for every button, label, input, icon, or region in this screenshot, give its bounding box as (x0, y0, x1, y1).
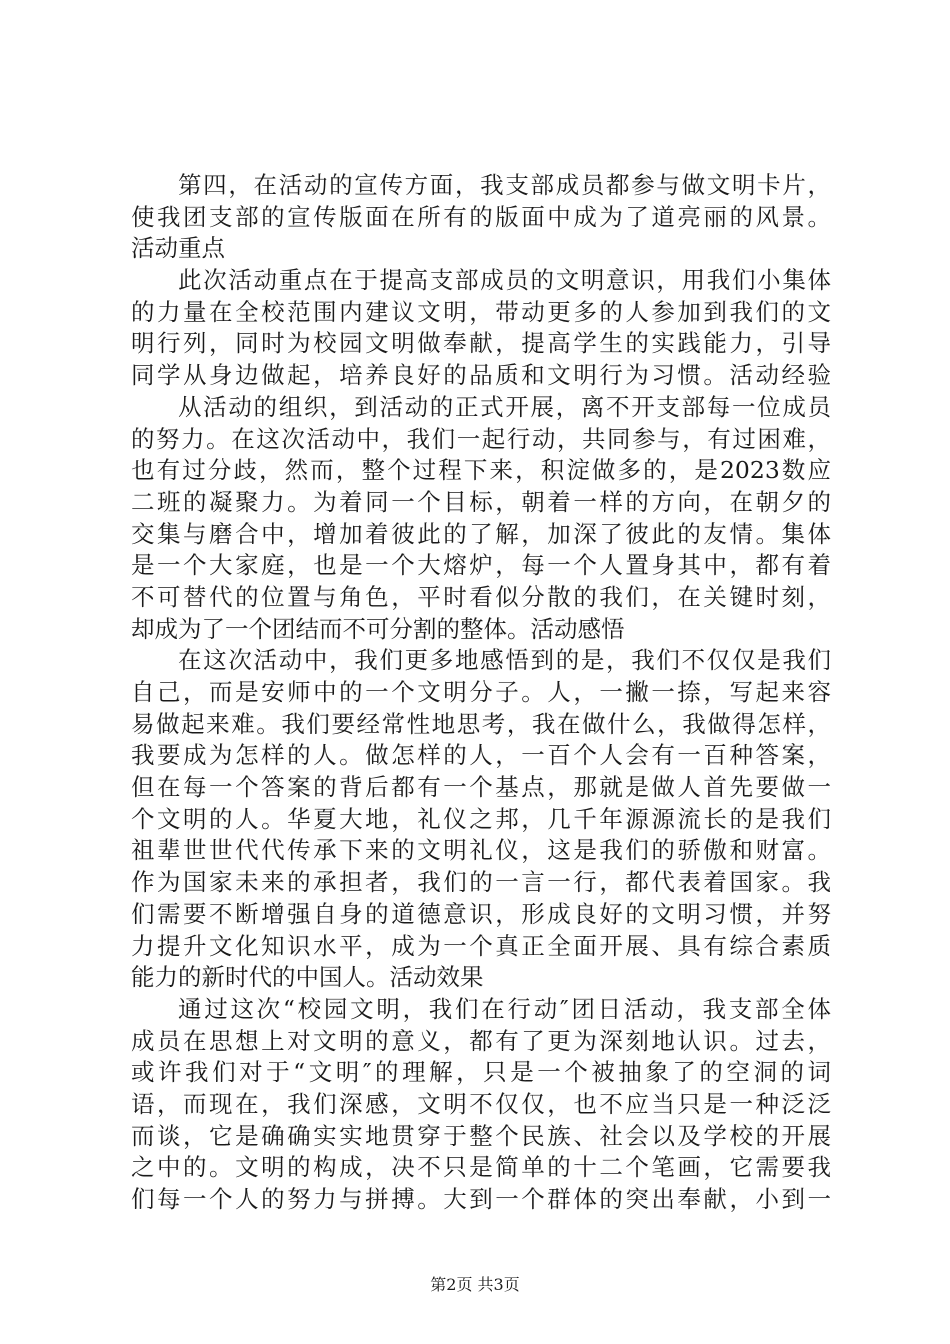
text-line: 的力量在全校范围内建议文明，带动更多的人参加到我们的文 (131, 297, 831, 326)
text-line: 语，而现在，我们深感，文明不仅仅，也不应当只是一种泛泛 (131, 1089, 831, 1118)
text-line: 不可替代的位置与角色，平时看似分散的我们，在关键时刻， (131, 582, 831, 611)
text-line: 我要成为怎样的人。做怎样的人，一百个人会有一百种答案， (131, 741, 831, 770)
text-line: 使我团支部的宣传版面在所有的版面中成为了道亮丽的风景。 (131, 202, 831, 231)
text-line: 自己，而是安师中的一个文明分子。人，一撇一捺，写起来容 (131, 678, 831, 706)
text-line: 之中的。文明的构成，决不只是简单的十二个笔画，它需要我 (131, 1153, 831, 1182)
text-line: 祖辈世世代代传承下来的文明礼仪，这是我们的骄傲和财富。 (131, 836, 831, 865)
text-line: 在这次活动中，我们更多地感悟到的是，我们不仅仅是我们 (178, 646, 831, 675)
text-line: 通过这次“校园文明，我们在行动″团日活动，我支部全体 (178, 994, 831, 1023)
text-line: 明行列，同时为校园文明做奉献，提高学生的实践能力，引导 (131, 329, 831, 358)
section-heading: 活动重点 (131, 234, 225, 263)
text-line: 的努力。在这次活动中，我们一起行动，共同参与，有过困难， (131, 424, 831, 453)
text-line: 易做起来难。我们要经常性地思考，我在做什么，我做得怎样， (131, 709, 831, 738)
document-body (131, 170, 831, 1216)
text-line: 力提升文化知识水平，成为一个真正全面开展、具有综合素质 (131, 931, 831, 960)
text-line: 而谈，它是确确实实地贯穿于整个民族、社会以及学校的开展 (131, 1121, 831, 1150)
text-line: 也有过分歧，然而，整个过程下来，积淀做多的，是2023数应 (131, 456, 831, 485)
text-line: 作为国家未来的承担者，我们的一言一行，都代表着国家。我 (131, 868, 831, 897)
text-line: 却成为了一个团结而不可分割的整体。活动感悟 (131, 614, 625, 643)
text-line: 们需要不断增强自身的道德意识，形成良好的文明习惯，并努 (131, 899, 831, 928)
text-line: 但在每一个答案的背后都有一个基点，那就是做人首先要做一 (131, 773, 831, 802)
page-footer: 第2页 共3页 (430, 1275, 520, 1294)
text-line: 成员在思想上对文明的意义，都有了更为深刻地认识。过去， (131, 1026, 831, 1055)
text-line: 同学从身边做起，培养良好的品质和文明行为习惯。活动经验 (131, 361, 831, 390)
text-line: 能力的新时代的中国人。活动效果 (131, 963, 484, 992)
text-line: 或许我们对于“文明″的理解，只是一个被抽象了的空洞的词 (131, 1058, 831, 1087)
text-line: 是一个大家庭，也是一个大熔炉，每一个人置身其中，都有着 (131, 551, 831, 580)
text-line: 个文明的人。华夏大地，礼仪之邦，几千年源源流长的是我们 (131, 804, 831, 833)
text-line: 此次活动重点在于提高支部成员的文明意识，用我们小集体 (178, 266, 831, 295)
text-line: 们每一个人的努力与拼搏。大到一个群体的突出奉献，小到一 (131, 1185, 831, 1213)
text-line: 第四，在活动的宣传方面，我支部成员都参与做文明卡片， (178, 171, 831, 199)
text-line: 从活动的组织，到活动的正式开展，离不开支部每一位成员 (178, 392, 831, 421)
text-line: 二班的凝聚力。为着同一个目标，朝着一样的方向，在朝夕的 (131, 487, 831, 516)
text-line: 交集与磨合中，增加着彼此的了解，加深了彼此的友情。集体 (131, 519, 831, 548)
